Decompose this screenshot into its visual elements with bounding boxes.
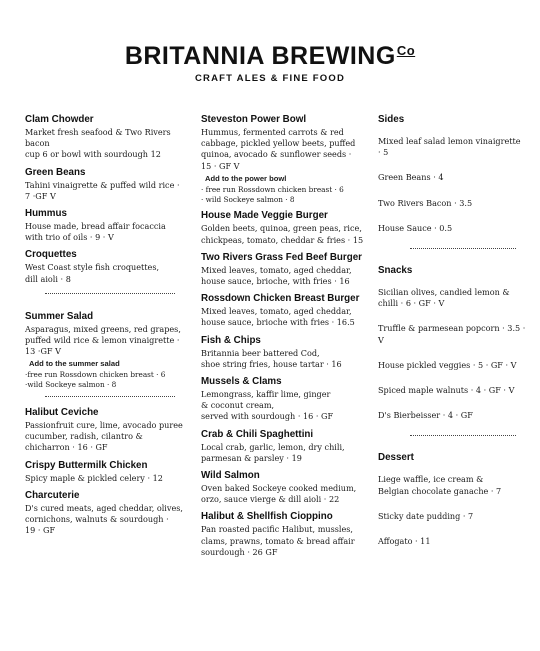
item-desc-line: shoe string fries, house tartar · 16 (201, 358, 342, 369)
item-desc-line: house sauce, brioche, with fries · 16 (201, 276, 350, 287)
item-desc-line: orzo, sauce vierge & dill aioli · 22 (201, 494, 340, 505)
menu-item-crab-spaghettini (201, 429, 366, 464)
item-desc-line: 13 ·GF V (25, 346, 61, 357)
section-divider (45, 293, 175, 294)
item-desc-line: Spiced maple walnuts · 4 · GF · V (378, 385, 515, 396)
section-divider (410, 435, 516, 436)
menu-item-hummus (25, 208, 195, 243)
item-desc-line: Passionfruit cure, lime, avocado puree (25, 420, 183, 431)
add-on-heading: Add to the power bowl (205, 173, 287, 183)
item-name: Rossdown Chicken Breast Burger (201, 293, 360, 305)
item-desc-line: 19 · GF (25, 525, 56, 536)
item-desc-line: Britannia beer battered Cod, (201, 347, 320, 358)
brand-title (0, 42, 540, 71)
item-desc-line: 7 ·GF V (25, 190, 56, 201)
item-desc-line: 15 · GF V (201, 160, 240, 171)
menu-item-summer-salad (25, 311, 195, 390)
menu-item-mussels-clams (201, 376, 366, 423)
item-name: Crab & Chili Spaghettini (201, 428, 314, 440)
item-desc-line: Belgian chocolate ganache · 7 (378, 485, 502, 496)
item-desc-line: Oven baked Sockeye cooked medium, (201, 483, 357, 494)
item-desc-line: & coconut cream, (201, 400, 275, 411)
item-desc-line: quinoa, avocado & sunflower seeds · (201, 149, 352, 160)
add-on-line: ·wild Sockeye salmon · 8 (25, 380, 117, 390)
item-desc-line: cornichons, walnuts & sourdough · (25, 514, 169, 525)
item-desc-line: Mixed leaf salad lemon vinaigrette (378, 136, 521, 146)
section-title-snacks: Snacks (378, 265, 413, 277)
menu-item-fish-chips (201, 335, 366, 370)
item-desc-line: served with sourdough · 16 · GF (201, 411, 334, 422)
add-on-line: ·free run Rossdown chicken breast · 6 (25, 370, 166, 380)
item-desc-line: Affogato · 11 (378, 536, 431, 547)
item-desc-line: · 5 (378, 147, 389, 158)
menu-item-halibut-ceviche (25, 407, 195, 454)
menu-item-buttermilk-chicken (25, 460, 195, 484)
item-name: Two Rivers Grass Fed Beef Burger (201, 251, 362, 263)
item-name: House Made Veggie Burger (201, 210, 328, 222)
menu-column-3 (378, 114, 528, 561)
side-item (378, 198, 528, 209)
menu-item-charcuterie (25, 490, 195, 537)
item-desc-line: D's Bierbeisser · 4 · GF (378, 410, 473, 421)
item-name: Croquettes (25, 249, 77, 261)
menu-item-wild-salmon (201, 470, 366, 505)
menu-item-chicken-burger (201, 293, 366, 328)
item-name: Clam Chowder (25, 114, 94, 125)
item-desc-line: Lemongrass, kaffir lime, ginger (201, 389, 331, 400)
item-desc-line: House made, bread affair focaccia (25, 221, 166, 232)
item-desc-line: West Coast style fish croquettes, (25, 262, 160, 273)
menu-item-power-bowl (201, 114, 366, 204)
item-name: Hummus (25, 208, 67, 220)
item-desc-line: dill aioli · 8 (25, 273, 71, 284)
item-name: Green Beans (25, 166, 86, 178)
item-desc-line: Pan roasted pacific Halibut, mussles, (201, 524, 353, 535)
section-divider (410, 248, 516, 249)
item-desc-line: D's cured meats, aged cheddar, olives, (25, 502, 183, 513)
menu-column-1 (25, 114, 195, 542)
dessert-item (378, 474, 528, 496)
menu-item-green-beans (25, 167, 195, 202)
item-desc-line: chilli · 6 · GF · V (378, 298, 445, 309)
item-desc-line: chickpeas, tomato, cheddar & fries · 15 (201, 234, 364, 245)
menu-item-croquettes (25, 249, 195, 284)
item-desc-line: Liege waffle, ice cream & (378, 474, 484, 485)
item-name: Summer Salad (25, 310, 94, 322)
item-desc-line: Mixed leaves, tomato, aged cheddar, (201, 264, 352, 275)
item-desc-line: Sticky date pudding · 7 (378, 510, 474, 521)
item-desc-line: bacon (25, 138, 50, 149)
item-name: Charcuterie (25, 489, 80, 501)
item-desc-line: clams, prawns, tomato & bread affair (201, 535, 355, 546)
item-desc-line: Hummus, fermented carrots & red (201, 127, 344, 137)
item-name: Halibut & Shellfish Cioppino (201, 511, 333, 523)
side-item (378, 223, 528, 234)
item-desc-line: Tahini vinaigrette & puffed wild rice · (25, 179, 180, 190)
item-desc-line: Asparagus, mixed greens, red grapes, (25, 323, 181, 334)
side-item (378, 172, 528, 183)
menu-item-veggie-burger (201, 210, 366, 245)
item-name: Steveston Power Bowl (201, 114, 307, 125)
section-title-sides: Sides (378, 114, 405, 125)
brand-suffix: Co (396, 43, 416, 58)
item-name: Mussels & Clams (201, 376, 282, 388)
tagline: CRAFT ALES & FINE FOOD (194, 73, 346, 84)
item-desc-line: cabbage, pickled yellow beets, puffed (201, 138, 356, 149)
snack-item (378, 360, 528, 371)
menu-item-clam-chowder (25, 114, 195, 161)
item-name: Crispy Buttermilk Chicken (25, 459, 148, 471)
item-name: Halibut Ceviche (25, 407, 99, 419)
item-desc-line: Golden beets, quinoa, green peas, rice, (201, 223, 362, 234)
item-desc-line: Two Rivers Bacon · 3.5 (378, 197, 473, 208)
item-desc-line: House Sauce · 0.5 (378, 222, 453, 233)
dessert-item (378, 536, 528, 547)
item-desc-line: Green Beans · 4 (378, 172, 444, 183)
item-desc-line: cucumber, radish, cilantro & (25, 431, 143, 442)
item-name: Wild Salmon (201, 470, 260, 482)
add-on-heading: Add to the summer salad (29, 359, 120, 369)
item-desc-line: Spicy maple & pickled celery · 12 (25, 472, 163, 483)
item-name: Fish & Chips (201, 334, 261, 346)
brand-name: BRITANNIA BREWING (124, 42, 396, 70)
item-desc-line: parmesan & parsley · 19 (201, 452, 302, 463)
section-divider (45, 396, 175, 397)
side-item (378, 136, 528, 158)
item-desc-line: House pickled veggies · 5 · GF · V (378, 359, 517, 370)
item-desc-line: Truffle & parmesean popcorn · 3.5 · V (378, 323, 526, 345)
add-on-line: · free run Rossdown chicken breast · 6 (201, 184, 344, 194)
add-on-line: · wild Sockeye salmon · 8 (201, 194, 295, 204)
snack-item (378, 410, 528, 421)
snack-item (378, 323, 528, 345)
item-desc-line: with trio of oils · 9 · V (25, 232, 114, 243)
snack-item (378, 287, 528, 309)
section-title-dessert: Dessert (378, 452, 414, 464)
item-desc-line: puffed wild rice & lemon vinaigrette · (25, 335, 180, 346)
menu-item-beef-burger (201, 252, 366, 287)
item-desc-line: Market fresh seafood & Two Rivers (25, 127, 171, 137)
item-desc-line: house sauce, brioche with fries · 16.5 (201, 317, 355, 328)
item-desc-line: Mixed leaves, tomato, aged cheddar, (201, 306, 352, 317)
menu-item-cioppino (201, 511, 366, 558)
item-desc-line: chicharron · 16 · GF (25, 442, 108, 453)
item-desc-line: sourdough · 26 GF (201, 546, 278, 557)
item-desc-line: Sicilian olives, candied lemon & (378, 287, 510, 298)
snack-item (378, 385, 528, 396)
menu-column-2 (201, 114, 366, 564)
item-desc-line: Local crab, garlic, lemon, dry chili, (201, 441, 345, 452)
dessert-item (378, 511, 528, 522)
item-desc-line: cup 6 or bowl with sourdough 12 (25, 149, 161, 160)
